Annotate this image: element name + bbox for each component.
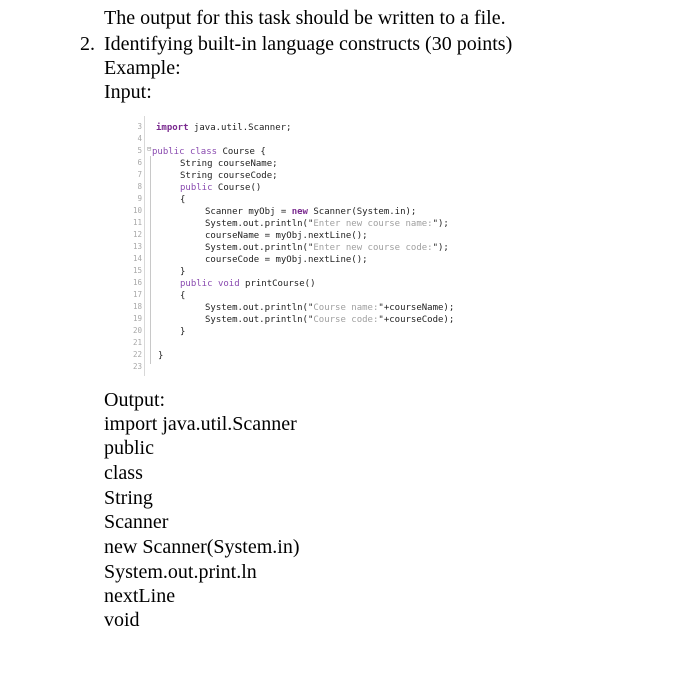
string-literal: Course name: <box>313 303 379 313</box>
line-number: 6 <box>137 158 142 167</box>
code-text: System.out.println(" <box>205 219 314 229</box>
intro-line: The output for this task should be written to a file. <box>104 7 506 29</box>
output-item: public <box>104 437 154 459</box>
output-item: void <box>104 609 140 631</box>
output-item: Scanner <box>104 511 169 533</box>
line-number: 19 <box>132 314 142 323</box>
code-text: System.out.println(" <box>205 243 314 253</box>
code-line-6: String courseName; <box>180 159 278 169</box>
code-screenshot <box>128 116 528 376</box>
keyword: void <box>217 279 240 289</box>
code-line-11 <box>205 218 449 230</box>
code-line-12: courseName = myObj.nextLine(); <box>205 231 368 241</box>
code-line-20: } <box>180 327 186 337</box>
code-line-15: } <box>180 267 186 277</box>
code-text: "); <box>432 219 449 229</box>
string-literal: Enter new course code: <box>313 243 433 253</box>
code-line-13 <box>205 242 449 254</box>
line-number: 3 <box>137 122 142 131</box>
code-text: Course { <box>217 147 266 157</box>
code-line-10 <box>205 206 416 218</box>
fold-guide <box>150 156 151 364</box>
line-number: 21 <box>132 338 142 347</box>
string-literal: Course code: <box>313 315 379 325</box>
output-item: nextLine <box>104 585 176 607</box>
code-line-8 <box>180 182 261 194</box>
keyword: new <box>291 207 308 217</box>
line-number: 5 <box>137 146 142 155</box>
line-number: 18 <box>132 302 142 311</box>
task-title: Identifying built-in language constructs (30 points) <box>104 33 513 55</box>
code-line-9: { <box>180 195 186 205</box>
line-number: 17 <box>132 290 142 299</box>
line-number: 14 <box>132 254 142 263</box>
output-item: class <box>104 462 143 484</box>
output-item: String <box>104 487 153 509</box>
fold-marker-icon[interactable]: ⊟ <box>147 145 152 153</box>
line-number: 8 <box>137 182 142 191</box>
code-line-18 <box>205 302 454 314</box>
code-text: Scanner(System.in); <box>307 207 417 217</box>
code-line-5 <box>152 146 266 158</box>
code-line-3 <box>156 122 291 134</box>
string-literal: Enter new course name: <box>313 219 433 229</box>
output-item: import java.util.Scanner <box>104 413 297 435</box>
keyword: public <box>152 147 185 157</box>
line-number: 20 <box>132 326 142 335</box>
line-number: 13 <box>132 242 142 251</box>
code-text: "+courseName); <box>378 303 455 313</box>
line-number: 10 <box>132 206 142 215</box>
code-line-7: String courseCode; <box>180 171 278 181</box>
code-line-17: { <box>180 291 186 301</box>
code-text: System.out.println(" <box>205 315 314 325</box>
line-number: 22 <box>132 350 142 359</box>
line-number: 7 <box>137 170 142 179</box>
input-label: Input: <box>104 81 152 103</box>
line-number-gutter <box>128 116 145 376</box>
line-number: 9 <box>137 194 142 203</box>
code-line-22: } <box>158 351 164 361</box>
keyword: import <box>156 123 189 133</box>
code-text: Course() <box>212 183 262 193</box>
keyword: class <box>189 147 218 157</box>
code-line-19 <box>205 314 454 326</box>
line-number: 23 <box>132 362 142 371</box>
code-line-14: courseCode = myObj.nextLine(); <box>205 255 368 265</box>
keyword: public <box>180 279 213 289</box>
line-number: 11 <box>132 218 142 227</box>
output-label: Output: <box>104 389 166 411</box>
code-text: Scanner myObj = <box>205 207 292 217</box>
code-text: java.util.Scanner; <box>188 123 292 133</box>
code-text: System.out.println(" <box>205 303 314 313</box>
line-number: 15 <box>132 266 142 275</box>
example-label: Example: <box>104 57 181 79</box>
code-text: "); <box>432 243 449 253</box>
keyword: public <box>180 183 213 193</box>
task-number: 2. <box>80 33 95 55</box>
line-number: 16 <box>132 278 142 287</box>
code-text: printCourse() <box>239 279 316 289</box>
line-number: 4 <box>137 134 142 143</box>
code-text: "+courseCode); <box>378 315 455 325</box>
output-item: System.out.print.ln <box>104 561 257 583</box>
output-item: new Scanner(System.in) <box>104 536 300 558</box>
code-line-16 <box>180 278 315 290</box>
line-number: 12 <box>132 230 142 239</box>
